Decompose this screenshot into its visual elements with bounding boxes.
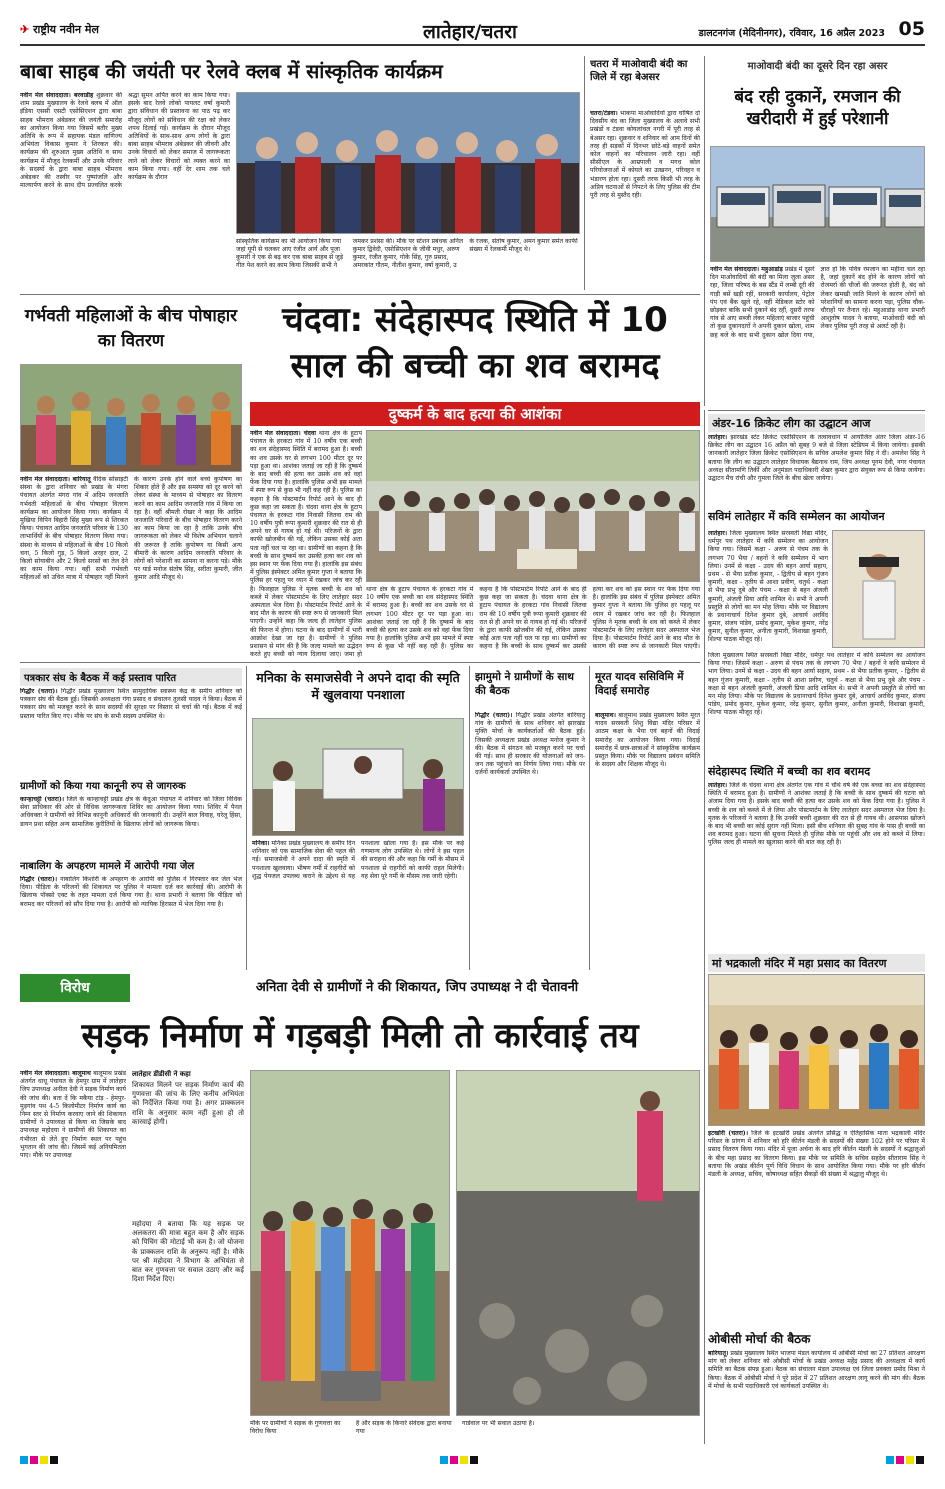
paper-logo <box>20 22 150 40</box>
patrakar-body <box>20 688 242 778</box>
kanoon-headline: ग्रामीणों को किया गया कानूनी रुप से जागरुक <box>20 781 186 792</box>
road-dateline: नवीन मेल संवाददाता। बालूमाथ <box>20 1070 91 1077</box>
railway-body <box>20 92 230 290</box>
patrakar-dateline: गिद्धौर (चतरा)। <box>20 688 58 695</box>
divider <box>704 410 705 1444</box>
water-booth-image <box>253 719 464 836</box>
page-number: 05 <box>898 18 925 40</box>
murat-text: बालूमाथ प्रखंड मुख्यालय स्थित मूरत यादव सरस्वती शिशु विद्या मंदिर परिसर में आठम कक्षा के भैया एवं बहनों की विदाई समारोह का आयोजन किया गया। विदाई समारोह में छात्र-छात्राओं ने सांस्कृतिक कार्यक्रम प्रस्तुत किया। मौके पर विद्यालय प्रबंधन समिति के सदस्य और शिक्षक मौजूद थे। <box>595 712 700 769</box>
bhadrakali-body <box>708 1130 925 1326</box>
main-body-col1 <box>250 430 362 658</box>
murat-headline: मूरत यादव ससिविमि में विदाई समारोह <box>595 671 684 698</box>
obc-body <box>708 1350 925 1442</box>
bus-stand-photo <box>710 146 925 262</box>
divider <box>708 410 925 411</box>
u16-headline: अंडर-16 क्रिकेट लीग का उद्घाटन आज <box>708 414 925 432</box>
main-dateline: नवीन मेल संवाददाता। चंदवा <box>250 430 316 437</box>
divider <box>469 666 470 970</box>
nutrition-headline: गर्भवती महिलाओं के बीच पोषाहार का वितरण <box>24 306 238 351</box>
kavi-headline: सविमं लातेहार में कवि सम्मेलन का आयोजन <box>708 510 885 523</box>
main-subhead: दुष्कर्म के बाद हत्या की आशंका <box>250 402 700 426</box>
divider <box>246 666 247 970</box>
main-headline: चंदवा: संदेहास्पद स्थिति में 10 साल की बच्ची का शव बरामद <box>282 300 668 386</box>
women-group-image <box>21 365 242 472</box>
ddc-quote-head: लातेहार डीडीसी ने कहा <box>132 1070 191 1078</box>
chatra-headline: चतरा में माओवादी बंदी का जिले में रहा बेअसर <box>590 59 688 83</box>
divider <box>20 662 700 663</box>
villagers-photo <box>250 1070 450 1416</box>
road-damage-image <box>457 1071 700 1416</box>
main-body-cols: थाना क्षेत्र के हुटाप पंचायत के हरकटा गांव में 10 वर्षीय एक बच्ची का शव संदेहास्पद स्थिति में बरामद हुआ है। बच्ची का शव उसके घर से लगभग 100 मीटर दूर पर पड़ा हुआ था। आशंका जताई जा रही है कि दुष्कर्म के बाद बच्ची की हत्या कर उसके शव को वहां फेंक दिया गया है। हालांकि पुलिस अभी इस मामले में स्पष्ट रूप से कुछ भी नहीं कह रही है। पुलिस का कहना है कि पोस्टमार्टम रिपोर्ट आने के बाद ही कुछ कहा जा सकता है। चंदवा थाना क्षेत्र के हुटाप पंचायत के हरकटा गांव निवासी जितवा राम की 10 वर्षीय पुत्री रूपा कुमारी शुक्रवार की रात से ही अपने घर से गायब हो गई थी। परिजनों के द्वारा काफी खोजबीन की गई, लेकिन उसका कोई अता पता नहीं चल पा रहा था। ग्रामीणों का कहना है कि बच्ची के साथ दुष्कर्म कर उसकी हत्या कर शव को इस स्थान पर फेंक दिया गया है। हालांकि इस संबंध में पुलिस इंस्पेक्टर अमित कुमार गुप्ता ने बताया कि पुलिस हर पहलू पर ध्यान में रखकर जांच कर रही है। फिलहाल पुलिस ने मृतक बच्ची के शव को कब्जे में लेकर पोस्टमार्टम के लिए लातेहार सदर अस्पताल भेज दिया है। पोस्टमार्टम रिपोर्ट आने के बाद मौत के कारण की स्पष्ट रूप से जानकारी मिल पाएगी। <box>366 586 700 651</box>
ddc-quote-box <box>132 1070 244 1216</box>
u16-text: झारखंड स्टेट क्रिकेट एसोसिएशन के तत्वावधान में आयोजित अंतर जिला अंडर-16 क्रिकेट लीग का उद्घाटन 16 अप्रैल को सुबह 9 बजे से जिला स्टेडियम में किया जायेगा। इसकी जानकारी लातेहार जिला क्रिकेट एसोसिएशन के सचिव अमलेश कुमार सिंह ने दी। अमलेश सिंह ने बताया कि लीग का उद्घाटन लातेहार विधायक बैद्यनाथ राम, जिप अध्यक्ष पूनम देवी, नगर पंचायत अध्यक्ष सीतामणि तिर्की और अनुमंडल पदाधिकारी शेखर कुमार द्वारा संयुक्त रूप से किया जायेगा। उद्घाटन मैच रांची और गुमला जिले के बीच खेला जायेगा। <box>708 434 925 482</box>
nutrition-body <box>20 476 242 658</box>
bhadrakali-text: जिले के इटखोरी प्रखंड अंतर्गत प्रसिद्ध व ऐतिहासिक माता भद्रकाली मंदिर परिसर के प्रांगण में शनिवार को हरि कीर्तन मंडली के सदस्यों की संख्या 102 होने पर परिसर में प्रसाद वितरण किया गया। मंदिर में पूजा अर्चना के बाद हरि कीर्तन मंडली के सदस्यों ने श्रद्धालुओं के बीच महा प्रसाद का वितरण किया। इस मौके पर समिति के सचिव सहदेव सीताराम सिंह ने बताया कि अखंड कीर्तन पूर्ण विधि विधान के साथ आयोजित किया गया। मौके पर हरि कीर्तन मंडली के अध्यक्ष, सचिव, कोषाध्यक्ष सहित सैकड़ों की संख्या में श्रद्धालु मौजूद थे। <box>708 1130 925 1178</box>
prasad-distribution-image <box>709 975 925 1126</box>
masthead <box>20 16 925 46</box>
road-photo <box>456 1070 700 1416</box>
nutrition-text: वैदिक सोसाइटी संस्था के द्वारा शनिवार को प्रखंड के मंगरा पंचायत अंतर्गत मंगरा गांव में अदिम जनजाति गर्भवती महिलाओं के बीच पोषाहार वितरण कार्यक्रम का आयोजन किया गया। कार्यक्रम में मुखिया विपिन बिहारी सिंह मुख्य रूप से शिरकत किया। पंचायत आदिम जनजाति परिवार के 130 लाभार्थियों के बीच पोषाहार वितरण किया गया। संस्था के माध्यम से महिलाओं के बीच 10 किलो चना, 5 किलो गुड़, 5 किलो अरहर दाल, 2 किलो सोयाबीन और 2 किलो सरसों का तेल देने का काम किया गया। वहीं सभी गर्भवती महिलाओं को उचित मात्रा में पोषाहार नहीं मिलने के कारण उनके होने वाले बच्चे कुपोषण का शिकार होते हैं और इस समस्या को दूर करने को लेकर संस्था के माध्यम से पोषाहार का वितरण करने का काम आदिम जनजाति गांव में किया जा रहा है। वहीं श्रीमती रोखर ने कहा कि आदिम जनजाति परिवारों के बीच पोषाहार वितरण करने का काम किया जा रहा है ताकि उनके बीच जागरूकता को लेकर भी विशेष अभियान चलाने की जरूरत है ताकि कुपोषण या किसी अन्य बीमारी के कारण आदिम जनजाति परिवार के लोगों को परेशानी का सामना ना करना पड़े। मौके पर यार्ड मनोज संतोष सिंह, सरीता कुमारी, जीत कुमार आदि मौजूद थे। <box>20 476 242 582</box>
road-caption-1: मौके पर ग्रामीणों ने सड़क के गुणवत्ता का विरोध किया <box>250 1420 341 1436</box>
divider <box>584 56 585 290</box>
kanoon-body <box>20 796 242 858</box>
obc-headline: ओबीसी मोर्चा की बैठक <box>708 1332 811 1346</box>
railway-dateline: नवीन मेल संवाददाता। बरवाडीह <box>20 92 94 99</box>
bhadrakali-headline: मां भद्रकाली मंदिर में महा प्रसाद का वितरण <box>708 954 925 972</box>
railway-caption: सांस्कृतिक कार्यक्रम का भी आयोजन किया गया जहां यूपी से चलकर आए रंजीत आर्य और पूजा कुमारी ने एक से बढ़ कर एक बाबा साहब से जुड़े गीत पेश करने का काम किया जिसकी सभी ने जमकर प्रशंसा की। मौके पर स्टेशन प्रबंधक अनिल कुमार द्विवेदी, एसोसिएशन के जीवी मधुर, अरुण कुमार, रंजीत कुमार, गोकेे सिंह, गुरु प्रसाद, अमरकांत गौतम, नीतीश कुमार, वर्षा कुमारी, उ के रजक, संतोष कुमार, अमन कुमार समेत काफी संख्या में रेलकर्मी मौजूद थे। <box>236 238 578 270</box>
kavi-text: जिला मुख्यालय स्थित सरस्वती विद्या मंदिर, धर्मपुर पथ लातेहार में कवि सम्मेलन का आयोजन किया गया। जिसमें कक्षा - अरुण से पंचम तक के लगभग 70 भैया / बहनों ने कवि सम्मेलन में भाग लिया। उनमें से कक्षा - उदय की बहन आर्या सहाय, प्रथम - से भैया प्रतीक कुमार, - द्वितीय से बहन गुंजन कुमारी, कक्षा - तृतीय से आशा प्रवीण, चतुर्थ - कक्षा से भैया प्रभु दुबे और पंचम - कक्षा से बहन अंजली कुमारी, अंजली प्रिया आदि शामिल थे। सभी ने अपनी प्रस्तुति से लोगों का मन मोह लिया। मौके पर विद्यालय के प्रधानाचार्य दिनेश कुमार दुबे, आचार्य अरविंद कुमार, संजय पांडेय, प्रमोद कुमार, मुकेश कुमार, नरेंद्र कुमार, सुनील कुमार, अनीता कुमारी, विशाखा कुमारी, शिल्पा पाठक मौजूद रहे। <box>708 530 828 644</box>
kanoon-dateline: कान्हाचट्टी (चतरा)। <box>20 796 65 803</box>
chatra-dateline: चतरा/टंडवा। <box>590 110 618 117</box>
child-reciting-image <box>833 531 925 648</box>
u16-dateline: लातेहार। <box>708 434 728 441</box>
road-caption-3: गार्डवाल पर भी सवाल उठाया है। <box>462 1420 535 1427</box>
banner-kicker: अनिता देवी से ग्रामीणों ने की शिकायत, जिप उपाध्यक्ष ने दी चेतावनी <box>255 980 579 995</box>
latehar-bandh-body <box>710 266 925 406</box>
chatra-text: भाकपा माओवादियों द्वारा घोषित दो दिवसीय बंद का जिला मुख्यालय के अलावे सभी प्रखंडों व टंडवा कोयलांचल नगरी में पूरी तरह से बेअसर रहा। शुक्रवार व शनिवार को आम दिनों की तरह ही सड़कों में दिनभर छोटे-बड़े वाहनों समेत कोल वाहनों का परिचालन जारी रहा। वहीं सीसीएल के आम्रपाली व मगध कोल परियोजनाओं में कोयले का उत्खनन, परिवहन व भंडारण होता रहा। दूसरी तरफ किसी भी तरह के अप्रिय घटनाओं से निपटने के लिए पुलिस की टीम पूरी तरह से मुस्तैद रही। <box>590 110 700 199</box>
patrakar-headline: पत्रकार संघ के बैठक में कई प्रस्ताव पारित <box>20 668 242 686</box>
kanoon-text: जिले के कान्हाचट्टी प्रखंड क्षेत्र के केंदुआ पंचायत में शनिवार को जिला विधिक सेवा प्राधिकार की ओर से विधिक जागरूकता शिविर का आयोजन किया गया। शिविर में पैनल अधिवक्ता ने ग्रामीणों को विभिन्न कानूनी अधिकारों की जानकारी दी। उन्होंने बाल विवाह, घरेलू हिंसा, डायन प्रथा सहित अन्य सामाजिक कुरीतियों के खिलाफ लोगों को जागरूक किया। <box>20 796 242 828</box>
road-body-2: महोदया ने बताया कि यह सड़क पर अलकतरा की मात्रा बहुत कम है और सड़क को पिचिंग की मोटाई भी कम है। जो योजना के प्राक्कलन राशि के अनुरूप नहीं है। मौके पर श्री महोदया ने विभाग के अभियंता से बात कर गुणवत्ता पर सवाल उठाए और कई दिशा निर्देश दिए। <box>132 1220 244 1284</box>
railway-text: शुक्रवार की शाम प्रखंड मुख्यालय के रेलवे क्लब में ऑल इंडिया एससी एसटी एसोसिएशन द्वारा बाबा साहब भीमराव अंबेडकर की जयंती समारोह का आयोजन किया गया जिसमें बतौर मुख्य अतिथि के रूप में सहायक मंडल वाणिज्य अभियंता विकास कुमार ने शिरकत की। कार्यक्रम की शुरुआत मुख्य अतिथि व साथ कार्यक्रम में मौजूद रेलकर्मी और उनके परिवार के सदस्यों के द्वारा बाबा साहब भीमराव अंबेडकर की तस्वीर पर पुष्पांजलि और माल्यार्पण करने के साथ दीप प्रज्वलित करके श्रद्धा सुमन अर्पित करने का काम किया गया। इसके बाद रेलवे लोको पायलट वर्षा कुमारी द्वारा संविधान की प्रस्तावना का पाठ पढ़ कर मौजूद लोगों को संविधान की रक्षा को लेकर शपथ दिलाई गई। कार्यक्रम के दौरान मौजूद अतिथियों के साथ-साथ अन्य लोगों के द्वारा बाबा साहब भीमराव अंबेडकर की जीवनी और उनके विचारों को लेकर समाज में जागरूकता लाने को लेकर विचारों को व्यक्त करने का काम किया गया। वहीं देर शाम तक चले कार्यक्रम के दौरान <box>20 92 230 190</box>
nutrition-photo <box>20 364 242 472</box>
latehar-bandh-text: प्रखंड में दूसरे दिन माओवादियों की बंदी का मिला जुला असर रहा, जिला परिषद के बस स्टैंड में लम्बी दूरी की गाड़ी बसें खड़ी रहीं, सरकारी कार्यालय, पेट्रोल पंप एवं बैंक खुले रहे, वहीं मेडिकल स्टोर को छोड़कर बाकि सभी दुकानें बंद रहीं, दूसरी तरफ गांव से आए सब्जी लेकर महिलाएं बाजार पहुंची तो कुछ दुकानदारों ने अपनी दुकान खोला, शाम छह बजे के बाद सभी दुकान खोल दिया गया, ज्ञात हो कि पवित्र रमजान का महीना चल रहा है, जहां दुकानें बंद होने के कारण लोगों को रोजमर्रा की चीजों की जरूरत होती है, बंद को लेकर खमखी जाति मिलने के कारण लोगों को परेशानियों का सामना करना पड़ा, पुलिस चौक-चौराहों पर तैनात रहे। महुआडांड़ थाना प्रभारी आशुतोष यादव ने बताया, माओवादी बंदी को लेकर पुलिस पूरी तरह से अलर्ट रही है। <box>710 266 925 339</box>
manika-headline: मनिका के समाजसेवी ने अपने दादा की स्मृति में खुलवाया पनशाला <box>256 670 460 702</box>
obc-text: प्रखंड मुख्यालय स्थित भाजपा मंडल कार्यालय में ओबीसी मोर्चा का 27 प्रतिशत आरक्षण मांग को लेकर शनिवार को ओबीसी मोर्चा के प्रखंड अध्यक्ष महेंद्र प्रसाद की अध्यक्षता में कार्य समिति का बैठक संपन्न हुआ। बैठक का संचालन मंडल उपाध्यक्ष एवं जिला प्रवक्ता प्रमोद मिश्रा ने किया। बैठक में ओबीसी मोर्चा ने पूरे प्रदेश में 27 प्रतिशत आरक्षण लागू करने की मांग की। बैठक में मोर्चा के सभी पदाधिकारी एवं कार्यकर्ता उपस्थित थे। <box>708 1350 925 1390</box>
jhamumo-body <box>475 712 585 970</box>
manika-text: मनिका प्रखंड मुख्यालय के समीप दिन शनिवार को एक सामाजिक सेवा की पहल की गई। समाजसेवी ने अपने दादा की स्मृति में पनशाला खुलवाया। भीषण गर्मी में राहगीरों को शुद्ध पेयजल उपलब्ध कराने के उद्देश्य से यह पनशाला खोला गया है। इस मौके पर कई गणमान्य लोग उपस्थित थे। लोगों ने इस पहल की सराहना की और कहा कि गर्मी के मौसम में पनशाला से राहगीरों को काफी राहत मिलेगी। यह सेवा पूरे गर्मी के मौसम तक जारी रहेगी। <box>252 840 464 880</box>
main-text: थाना क्षेत्र के हुटाप पंचायत के हरकटा गांव में 10 वर्षीय एक बच्ची का शव संदेहास्पद स्थिति में बरामद हुआ है। बच्ची का शव उसके घर से लगभग 100 मीटर दूर पर पड़ा हुआ था। आशंका जताई जा रही है कि दुष्कर्म के बाद बच्ची की हत्या कर उसके शव को वहां फेंक दिया गया है। हालांकि पुलिस अभी इस मामले में स्पष्ट रूप से कुछ भी नहीं कह रही है। पुलिस का कहना है कि पोस्टमार्टम रिपोर्ट आने के बाद ही कुछ कहा जा सकता है। चंदवा थाना क्षेत्र के हुटाप पंचायत के हरकटा गांव निवासी जितवा राम की 10 वर्षीय पुत्री रूपा कुमारी शुक्रवार की रात से ही अपने घर से गायब हो गई थी। परिजनों के द्वारा काफी खोजबीन की गई, लेकिन उसका कोई अता पता नहीं चल पा रहा था। ग्रामीणों का कहना है कि बच्ची के साथ दुष्कर्म कर उसकी हत्या कर शव को इस स्थान पर फेंक दिया गया है। हालांकि इस संबंध में पुलिस इंस्पेक्टर अमित कुमार गुप्ता ने बताया कि पुलिस हर पहलू पर ध्यान में रखकर जांच कर रही है। फिलहाल पुलिस ने मृतक बच्ची के शव को कब्जे में लेकर पोस्टमार्टम के लिए लातेहार सदर अस्पताल भेज दिया है। पोस्टमार्टम रिपोर्ट आने के बाद मौत के कारण की स्पष्ट रूप से जानकारी मिल पाएगी। उन्होंने कहा कि जल्द ही लातेहार पुलिस की फिरन्त में होगा। घटना के बाद ग्रामीणों में भारी आक्रोश देखा जा रहा है। ग्रामीणों ने पुलिस प्रशासन से मांग की है कि जल्द मामले का उद्भेदन करते हुए बच्ची को न्याय दिलाया जाए। जमा हो <box>250 430 362 658</box>
bhadrakali-photo <box>708 974 925 1126</box>
girl-found-body <box>708 782 925 950</box>
kavi-dateline: लातेहार। <box>708 530 728 537</box>
chatra-body <box>590 110 700 290</box>
main-photo <box>366 430 700 582</box>
murat-dateline: बालूमाथ। <box>595 712 616 719</box>
railway-headline: बाबा साहब की जयंती पर रेलवे क्लब में सांस्कृतिक कार्यक्रम <box>20 60 443 83</box>
group-photo-image <box>237 93 580 234</box>
abduction-text: नाबालिग किशोरी के अपहरण के आरोपी को पुलिस ने गिरफ्तार कर जेल भेज दिया। पीड़िता के परिजनों की शिकायत पर पुलिस ने मामला दर्ज कर कार्रवाई की। आरोपी के खिलाफ पॉक्सो एक्ट के तहत मामला दर्ज किया गया है। थाना प्रभारी ने बताया कि पीड़िता को बरामद कर परिजनों को सौंप दिया गया है। आरोपी को न्यायिक हिरासत में भेज दिया गया है। <box>20 876 242 908</box>
jhamumo-headline: झामुमो ने ग्रामीणों के साथ की बैठक <box>475 671 574 698</box>
manika-body <box>252 840 464 970</box>
railway-photo <box>236 92 580 234</box>
manika-dateline: मनिका। <box>252 840 270 847</box>
banner-headline: सड़क निर्माण में गड़बड़ी मिली तो कार्रवाई तय <box>81 1016 639 1056</box>
registration-marks <box>20 1453 925 1466</box>
divider <box>20 294 700 295</box>
patrakar-text: गिद्धौर प्रखंड मुख्यालय स्थित सामुदायिक स्वास्थ्य केंद्र के समीप शनिवार को पत्रकार संघ की बैठक हुई। जिसकी अध्यक्षता गंगा प्रसाद व संचालन तुलसी यादव ने किया। बैठक में पत्रकार संघ को मजबूत करने के साथ सदस्यों की सुरक्षा पर विस्तार से चर्चा की गई। बैठक में कई प्रस्ताव पारित किए गए। मौके पर संघ के सभी सदस्य उपस्थित थे। <box>20 688 242 720</box>
girl-found-text: जिले के चंदवा थाना क्षेत्र अंतर्गत एक गांव में चौथे वर्ष की एक बच्चा का शव संदेहास्पद स्थिति में बरामद हुआ है। ग्रामीणों ने आशंका जताई है कि बच्ची के साथ दुष्कर्म की घटना को अंजाम दिया गया है। इसके बाद बच्ची की हत्या कर उसके शव को फेंक दिया गया है। पुलिस ने बच्ची के शव को कब्जे में ले लिया और पोस्टमार्टम के लिए लातेहार सदर अस्पताल भेज दिया है। मृतक के परिजनों ने बताया है कि उनकी बच्ची शुक्रवार की रात से ही गायब थी। आसपास खोजने के बाद भी बच्ची का कोई सुराग नहीं मिला। इसी बीच शनिवार की सुबह गांव के पास ही बच्ची का शव बरामद हुआ। घटना की सूचना मिलते ही पुलिस मौके पर पहुंची और शव को कब्जे में लिया। पुलिस जल्द ही मामले का खुलासा करने की बात कह रही है। <box>708 782 925 847</box>
bhadrakali-dateline: इटखोरी (चतरा)। <box>708 1130 749 1137</box>
girl-found-dateline: लातेहार। <box>708 782 728 789</box>
divider <box>704 56 705 406</box>
paper-name: राष्ट्रीय नवीन मेल <box>33 23 99 36</box>
road-caption-2: है और सड़क के किनारे संवेदक द्वारा बनाया गया <box>356 1420 452 1436</box>
villagers-road-image <box>251 1071 450 1416</box>
kavi-body-col <box>708 530 828 650</box>
manika-photo <box>252 718 464 836</box>
jhamumo-text: गिद्धौर प्रखंड अंतर्गत बारियातू गांव के ग्रामीणों के साथ शनिवार को झारखंड मुक्ति मोर्चा के कार्यकर्ताओं की बैठक हुई। जिसकी अध्यक्षता प्रखंड अध्यक्ष मनोज कुमार ने की। बैठक में संगठन को मजबूत करने पर चर्चा की गई। साथ ही सरकार की योजनाओं को जन-जन तक पहुंचाने का निर्णय लिया गया। मौके पर दर्जनों कार्यकर्ता उपस्थित थे। <box>475 712 585 777</box>
ddc-quote-body: शिकायत मिलने पर सड़क निर्माण कार्य की गुणवत्ता की जांच के लिए कनीय अभियंता को निर्देशित किया गया है। अगर प्राक्कलन राशि के अनुसार काम नहीं हुआ हो तो कारवाई होगी। <box>132 1081 244 1126</box>
u16-body <box>708 434 925 504</box>
abduction-headline: नाबालिग के अपहरण मामले में आरोपी गया जेल <box>20 861 195 872</box>
kavi-photo <box>832 530 925 648</box>
divider <box>589 666 590 970</box>
latehar-bandh-kicker: माओवादी बंदी का दूसरे दिन रहा असर <box>747 61 888 72</box>
murat-body <box>595 712 700 970</box>
section-title: लातेहार/चतरा <box>423 21 517 43</box>
banner-tag: विरोध <box>20 974 130 1002</box>
girl-found-headline: संदेहास्पद स्थिति में बच्ची का शव बरामद <box>708 765 871 778</box>
kavi-body-cont: जिला मुख्यालय स्थित सरस्वती विद्या मंदिर, धर्मपुर पथ लातेहार में कवि सम्मेलन का आयोजन किया गया। जिसमें कक्षा - अरुण से पंचम तक के लगभग 70 भैया / बहनों ने कवि सम्मेलन में भाग लिया। उनमें से कक्षा - उदय की बहन आर्या सहाय, प्रथम - से भैया प्रतीक कुमार, - द्वितीय से बहन गुंजन कुमारी, कक्षा - तृतीय से आशा प्रवीण, चतुर्थ - कक्षा से भैया प्रभु दुबे और पंचम - कक्षा से बहन अंजली कुमारी, अंजली प्रिया आदि शामिल थे। सभी ने अपनी प्रस्तुति से लोगों का मन मोह लिया। मौके पर विद्यालय के प्रधानाचार्य दिनेश कुमार दुबे, आचार्य अरविंद कुमार, संजय पांडेय, प्रमोद कुमार, मुकेश कुमार, नरेंद्र कुमार, सुनील कुमार, अनीता कुमारी, विशाखा कुमारी, शिल्पा पाठक मौजूद रहे। <box>708 652 925 717</box>
road-text: बालूमाथ प्रखंड अंतर्गत धाधू पंचायत के हेमपुर ग्राम में लातेहार जिप उपाध्यक्ष अनीता देवी ने सड़क निर्माण कार्य की जांच की। बता दें कि मकैया टांड़ - हेमपुर- मुड़गांव पथ 4-5 किलोमीटर निर्माण कार्य का निम्न स्तर से निर्माण करवाए जाने की शिकायत ग्रामीणों ने उपाध्यक्ष से किया था जिसके बाद उपाध्यक्ष महोदया ने ग्रामीणों की शिकायत का गंभीरता से लेते हुए निर्माण स्थल पर पहुंच भुगतान की जांच की। जिसमें कई अनियमितता पाए। मौके पर उपाध्यक्ष <box>20 1070 126 1159</box>
road-body <box>20 1070 126 1442</box>
abduction-dateline: गिद्धौर (चतरा)। <box>20 876 58 883</box>
obc-dateline: बारियातू। <box>708 1350 729 1357</box>
abduction-body <box>20 876 242 970</box>
dateline-header: डालटनगंज (मेदिनीनगर), रविवार, 16 अप्रैल 2023 <box>698 28 885 39</box>
color-registration-strip <box>20 1452 925 1466</box>
bus-stand-image <box>711 147 925 262</box>
crowd-scene-image <box>367 431 700 582</box>
bird-logo-icon: ✈ <box>20 23 30 36</box>
latehar-bandh-headline: बंद रही दुकानें, रमजान की खरीदारी में हुई परेशानी <box>734 87 901 130</box>
jhamumo-dateline: गिद्धौर (चतरा)। <box>475 712 513 719</box>
latehar-bandh-dateline: नवीन मेल संवाददाता। महुआडांड़ <box>710 266 783 273</box>
nutrition-dateline: नवीन मेल संवाददाता। बारियातू <box>20 476 91 483</box>
